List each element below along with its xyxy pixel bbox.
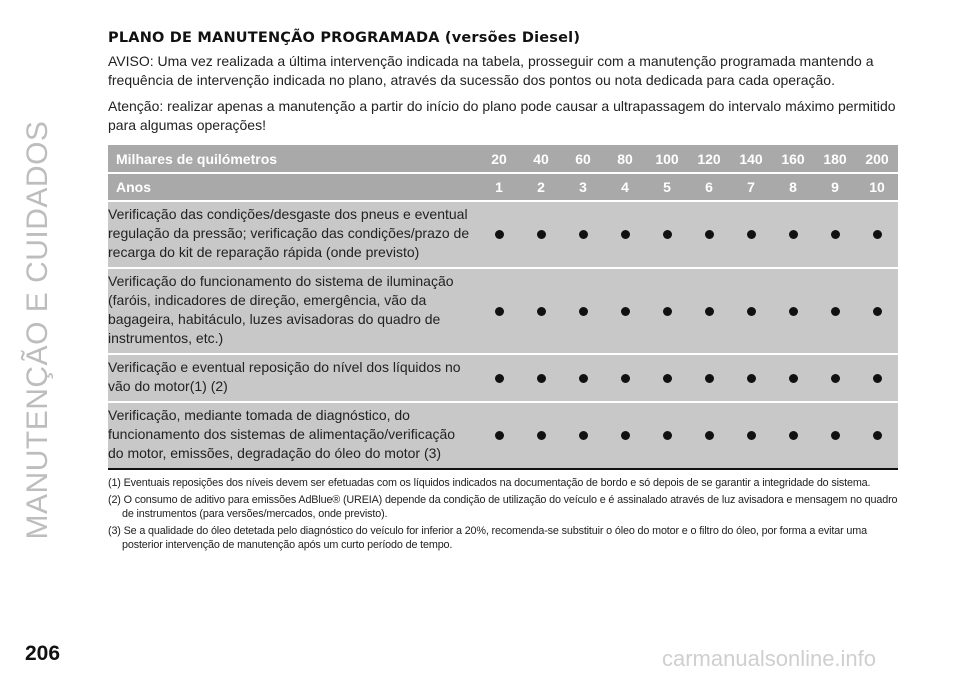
interval-cell [688,201,730,268]
maintenance-dot-icon [537,374,546,383]
interval-cell [814,354,856,402]
maintenance-dot-icon [663,307,672,316]
maintenance-dot-icon [873,307,882,316]
year-header-cell: 3 [562,173,604,201]
maintenance-dot-icon [831,431,840,440]
maintenance-dot-icon [747,431,756,440]
km-header-cell: 60 [562,145,604,173]
maintenance-dot-icon [789,374,798,383]
interval-cell [604,201,646,268]
maintenance-dot-icon [747,230,756,239]
maintenance-dot-icon [621,431,630,440]
km-header-cell: 180 [814,145,856,173]
page-title: PLANO DE MANUTENÇÃO PROGRAMADA (versões Diesel) [108,30,581,46]
year-header-cell: 5 [646,173,688,201]
km-header-cell: 80 [604,145,646,173]
interval-cell [562,268,604,354]
interval-cell [646,402,688,469]
maintenance-dot-icon [495,230,504,239]
maintenance-dot-icon [537,230,546,239]
maintenance-dot-icon [831,230,840,239]
maintenance-dot-icon [705,374,714,383]
interval-cell [772,201,814,268]
interval-cell [688,402,730,469]
interval-cell [646,268,688,354]
maintenance-dot-icon [579,431,588,440]
year-header-cell: 7 [730,173,772,201]
km-header-label: Milhares de quilómetros [108,145,478,173]
maintenance-dot-icon [663,374,672,383]
interval-cell [730,201,772,268]
maintenance-dot-icon [789,431,798,440]
operation-text: Verificação, mediante tomada de diagnóstico, do funcionamento dos sistemas de alimentação/verificação do motor, emissões, degradação do óleo do motor (3) [108,402,478,469]
year-header-cell: 1 [478,173,520,201]
interval-cell [520,201,562,268]
interval-cell [604,402,646,469]
table-row [108,354,898,402]
km-header-cell: 20 [478,145,520,173]
table-row [108,201,898,268]
operation-text: Verificação das condições/desgaste dos pneus e eventual regulação da pressão; verificação das condições/prazo de recarga do kit de reparação rápida (onde previsto) [108,201,478,268]
interval-cell [604,354,646,402]
operations-body [108,201,898,469]
interval-cell [520,354,562,402]
maintenance-dot-icon [663,230,672,239]
maintenance-table [108,145,898,470]
interval-cell [478,201,520,268]
table-row [108,268,898,354]
maintenance-dot-icon [537,431,546,440]
maintenance-dot-icon [873,374,882,383]
interval-cell [478,402,520,469]
year-header-cell: 4 [604,173,646,201]
km-header-row [108,145,898,173]
interval-cell [478,268,520,354]
operation-text: Verificação do funcionamento do sistema de iluminação (faróis, indicadores de direção, emergência, vão da bagageira, habitáculo, luzes avisadoras do quadro de instrumentos, etc.) [108,268,478,354]
interval-cell [856,354,898,402]
maintenance-dot-icon [495,431,504,440]
interval-cell [478,354,520,402]
interval-cell [562,402,604,469]
maintenance-dot-icon [747,307,756,316]
km-header-cell: 140 [730,145,772,173]
maintenance-dot-icon [495,307,504,316]
maintenance-dot-icon [705,307,714,316]
maintenance-dot-icon [789,307,798,316]
interval-cell [646,201,688,268]
footnote-2: (2) O consumo de aditivo para emissões AdBlue® (UREIA) depende da condição de utilização do veículo e é assinalado através de luz avisadora e mensagem no quadro de instrumentos (para versões/mercados, onde previsto). [108,494,898,520]
maintenance-dot-icon [537,307,546,316]
km-header-cell: 160 [772,145,814,173]
years-header-label: Anos [108,173,478,201]
maintenance-dot-icon [579,230,588,239]
interval-cell [856,402,898,469]
maintenance-dot-icon [705,230,714,239]
footnote-1: (1) Eventuais reposições dos níveis devem ser efetuadas com os líquidos indicados na documentação de bordo e só depois de se garantir a integridade do sistema. [108,477,871,489]
interval-cell [520,402,562,469]
maintenance-dot-icon [831,307,840,316]
interval-cell [562,354,604,402]
interval-cell [814,402,856,469]
maintenance-dot-icon [579,374,588,383]
operation-text: Verificação e eventual reposição do nível dos líquidos no vão do motor(1) (2) [108,354,478,402]
km-header-cell: 40 [520,145,562,173]
interval-cell [772,354,814,402]
maintenance-dot-icon [663,431,672,440]
footnotes [108,476,898,552]
interval-cell [856,201,898,268]
year-header-cell: 2 [520,173,562,201]
maintenance-dot-icon [621,230,630,239]
interval-cell [730,354,772,402]
maintenance-dot-icon [495,374,504,383]
maintenance-dot-icon [747,374,756,383]
interval-cell [814,201,856,268]
page-content [108,30,898,555]
table-row [108,402,898,469]
maintenance-dot-icon [831,374,840,383]
site-watermark: carmanualsonline.info [662,646,877,671]
years-header-row [108,173,898,201]
footnote-3: (3) Se a qualidade do óleo detetada pelo diagnóstico do veículo for inferior a 20%, recomenda-se substituir o óleo do motor e o filtro do óleo, por forma a evitar uma posterior intervenção de manutenção após um curto período de tempo. [108,525,867,551]
year-header-cell: 9 [814,173,856,201]
year-header-cell: 8 [772,173,814,201]
km-header-cell: 120 [688,145,730,173]
maintenance-dot-icon [621,307,630,316]
year-header-cell: 10 [856,173,898,201]
warning-paragraph: AVISO: Uma vez realizada a última intervenção indicada na tabela, prosseguir com a manutenção programada mantendo a frequência de intervenção indicada no plano, através da sucessão dos pontos ou nota dedicada para cada operação. [108,53,874,88]
km-header-cell: 100 [646,145,688,173]
interval-cell [646,354,688,402]
interval-cell [772,268,814,354]
interval-cell [814,268,856,354]
maintenance-dot-icon [705,431,714,440]
page-number: 206 [25,642,61,665]
interval-cell [688,268,730,354]
maintenance-dot-icon [873,431,882,440]
interval-cell [688,354,730,402]
section-side-label: MANUTENÇÃO E CUIDADOS [21,120,54,540]
year-header-cell: 6 [688,173,730,201]
interval-cell [856,268,898,354]
maintenance-dot-icon [873,230,882,239]
interval-cell [730,402,772,469]
interval-cell [562,201,604,268]
maintenance-dot-icon [621,374,630,383]
interval-cell [520,268,562,354]
maintenance-dot-icon [579,307,588,316]
maintenance-dot-icon [789,230,798,239]
interval-cell [604,268,646,354]
interval-cell [772,402,814,469]
km-header-cell: 200 [856,145,898,173]
attention-paragraph: Atenção: realizar apenas a manutenção a partir do início do plano pode causar a ultrapassagem do intervalo máximo permitido para algumas operações! [108,98,896,133]
interval-cell [730,268,772,354]
